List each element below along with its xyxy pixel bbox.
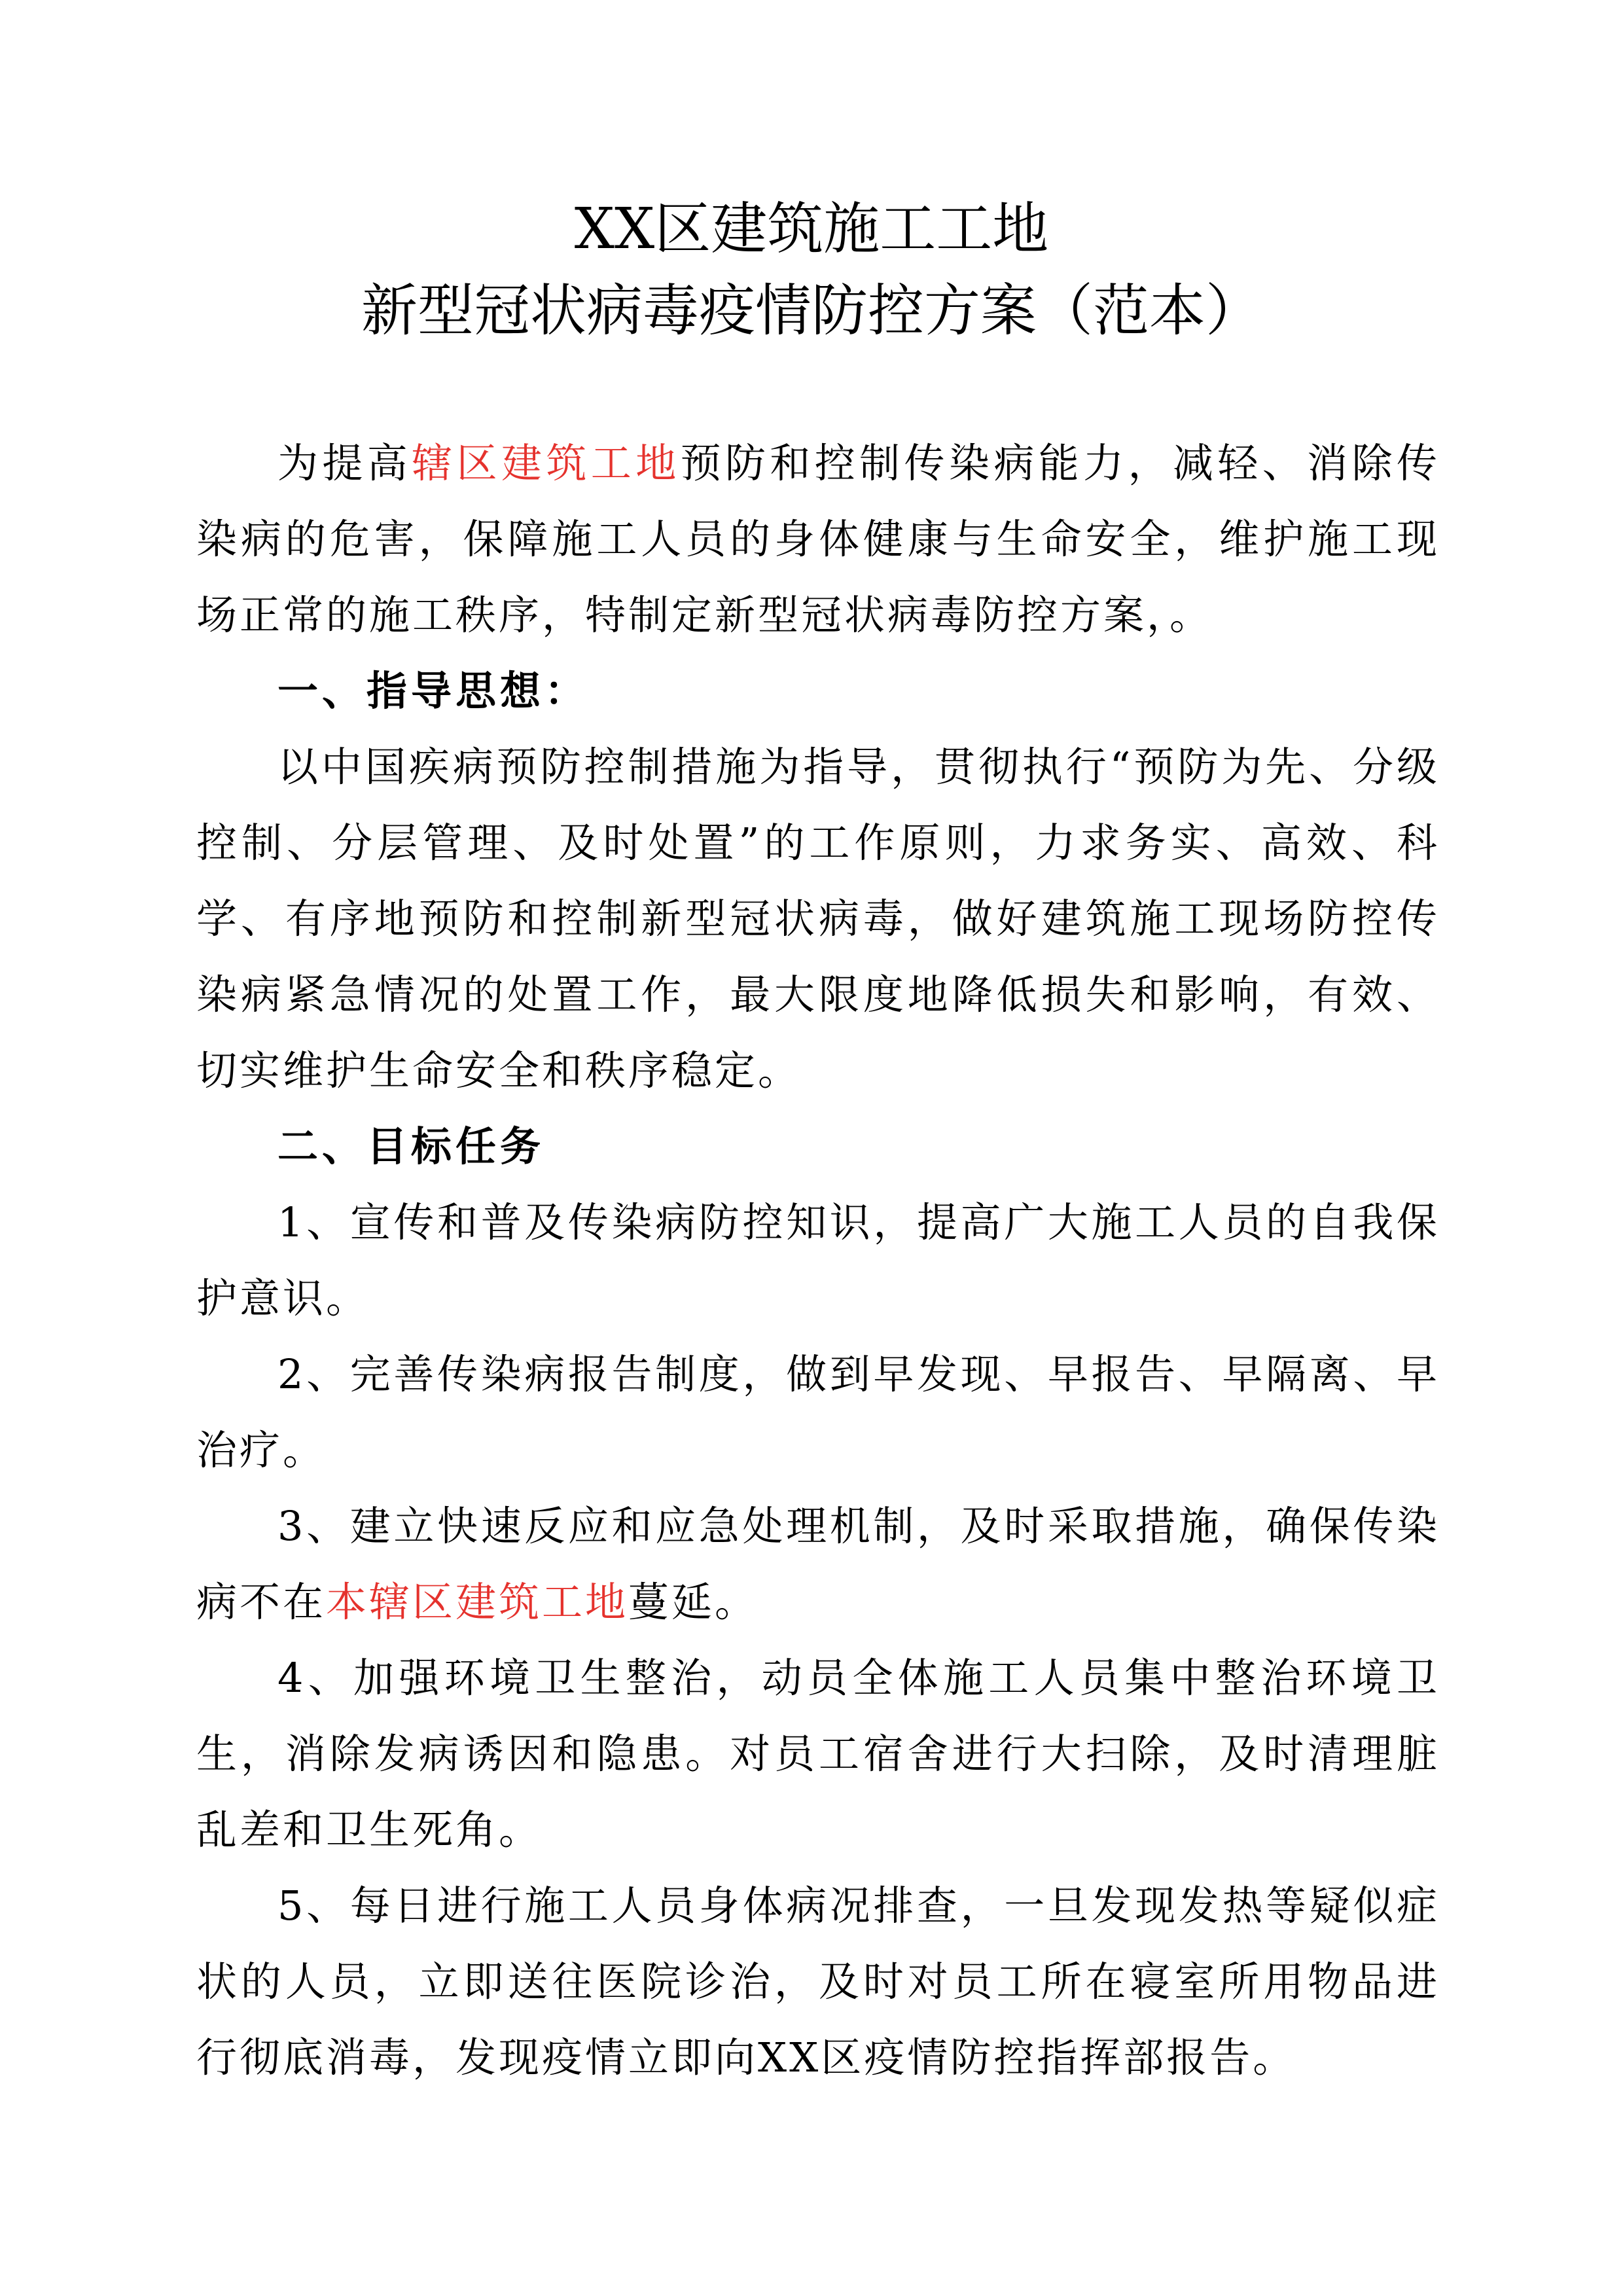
intro-paragraph xyxy=(196,425,1440,653)
title-line-2: 新型冠状病毒疫情防控方案（范本） xyxy=(361,278,1262,344)
task-item-2: 2、完善传染病报告制度，做到早发现、早报告、早隔离、早治疗。 xyxy=(196,1350,1440,1474)
task-item-3 xyxy=(196,1488,1440,1640)
intro-highlight: 辖区建筑工地 xyxy=(412,439,681,487)
intro-text-before: 为提高 xyxy=(277,439,412,487)
document-title xyxy=(196,188,1427,352)
section-1-paragraph: 以中国疾病预防控制措施为指导，贯彻执行“预防为先、分级控制、分层管理、及时处置”的工作原则，力求务实、高效、科学、有序地预防和控制新型冠状病毒，做好建筑施工现场防控传染病紧急情况的处置工作，最大限度地降低损失和影响，有效、切实维护生命安全和秩序稳定。 xyxy=(196,743,1440,1094)
title-line-1: XX区建筑施工工地 xyxy=(574,196,1049,262)
task-item-5: 5、每日进行施工人员身体病况排查，一旦发现发热等疑似症状的人员，立即送往医院诊治，及时对员工所在寝室所用物品进行彻底消毒，发现疫情立即向XX区疫情防控指挥部报告。 xyxy=(196,1882,1440,2081)
intro-text-after: 预防和控制传染病能力，减轻、消除传染病的危害，保障施工人员的身体健康与生命安全，维护施工现场正常的施工秩序，特制定新型冠状病毒防控方案，。 xyxy=(196,439,1440,639)
section-1-heading: 一、指导思想： xyxy=(277,667,590,715)
task-item-4: 4、加强环境卫生整治，动员全体施工人员集中整治环境卫生，消除发病诱因和隐患。对员工宿舍进行大扫除，及时清理脏乱差和卫生死角。 xyxy=(196,1654,1440,1854)
item3-text-after: 蔓延。 xyxy=(628,1578,758,1626)
item3-text-before: 3、建立快速反应和应急处理机制，及时采取措施，确保传染病不在 xyxy=(196,1502,1440,1626)
section-2-heading: 二、目标任务 xyxy=(277,1122,545,1170)
item3-highlight: 本辖区建筑工地 xyxy=(326,1578,629,1626)
document-body xyxy=(196,425,1440,2096)
task-item-1: 1、宣传和普及传染病防控知识，提高广大施工人员的自我保护意识。 xyxy=(196,1198,1440,1322)
